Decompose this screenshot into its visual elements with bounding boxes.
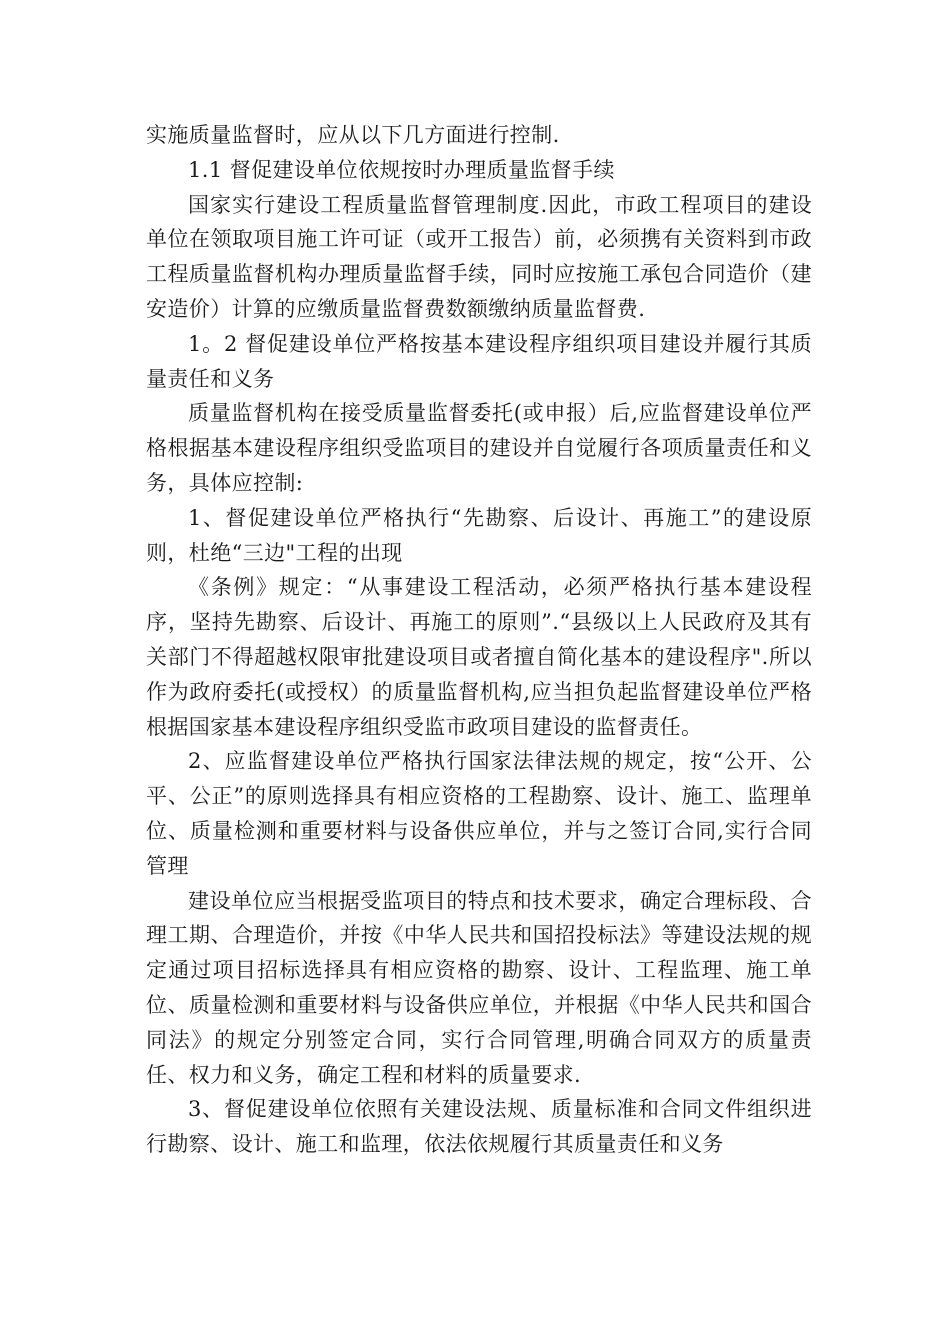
list-item-1-heading: 1、督促建设单位严格执行“先勘察、后设计、再施工”的建设原则，杜绝“三边"工程的出现 [146, 505, 812, 565]
paragraph-intro: 实施质量监督时，应从以下几方面进行控制. [146, 123, 560, 147]
section-heading-1-2: 1。2 督促建设单位严格按基本建设程序组织项目建设并履行其质量责任和义务 [146, 331, 812, 391]
paragraph-regulation-quote: 《条例》规定：“从事建设工程活动，必须严格执行基本建设程序，坚持先勘察、后设计、再施工的原则”.“县级以上人民政府及其有关部门不得超越权限审批建设项目或者擅自简化基本的建设程序".所以作为政府委托(或授权）的质量监督机构,应当担负起监督建设单位严格根据国家基本建设程序组织受监市政项目建设的监督责任。 [146, 575, 812, 739]
paragraph-contract-management: 建设单位应当根据受监项目的特点和技术要求，确定合理标段、合理工期、合理造价，并按《中华人民共和国招投标法》等建设法规的规定通过项目招标选择具有相应资格的勘察、设计、工程监理、施工单位、质量检测和重要材料与设备供应单位，并根据《中华人民共和国合同法》的规定分别签定合同，实行合同管理,明确合同双方的质量责任、权力和义务，确定工程和材料的质量要求. [146, 888, 812, 1087]
section-heading-1-1: 1.1 督促建设单位依规按时办理质量监督手续 [188, 157, 615, 182]
document-body [146, 118, 812, 1162]
list-item-2-heading: 2、应监督建设单位严格执行国家法律法规的规定，按“公开、公平、公正”的原则选择具有相应资格的工程勘察、设计、施工、监理单位、质量检测和重要材料与设备供应单位，并与之签订合同,实行合同管理 [146, 749, 812, 878]
list-item-3-heading: 3、督促建设单位依照有关建设法规、质量标准和合同文件组织进行勘察、设计、施工和监理，依法依规履行其质量责任和义务 [146, 1097, 812, 1157]
paragraph-supervision-procedure: 国家实行建设工程质量监督管理制度.因此，市政工程项目的建设单位在领取项目施工许可证（或开工报告）前，必须携有关资料到市政工程质量监督机构办理质量监督手续，同时应按施工承包合同造价（建安造价）计算的应缴质量监督费数额缴纳质量监督费. [146, 192, 812, 321]
paragraph-control-items: 质量监督机构在接受质量监督委托(或申报）后,应监督建设单位严格根据基本建设程序组织受监项目的建设并自觉履行各项质量责任和义务，具体应控制: [146, 401, 812, 495]
